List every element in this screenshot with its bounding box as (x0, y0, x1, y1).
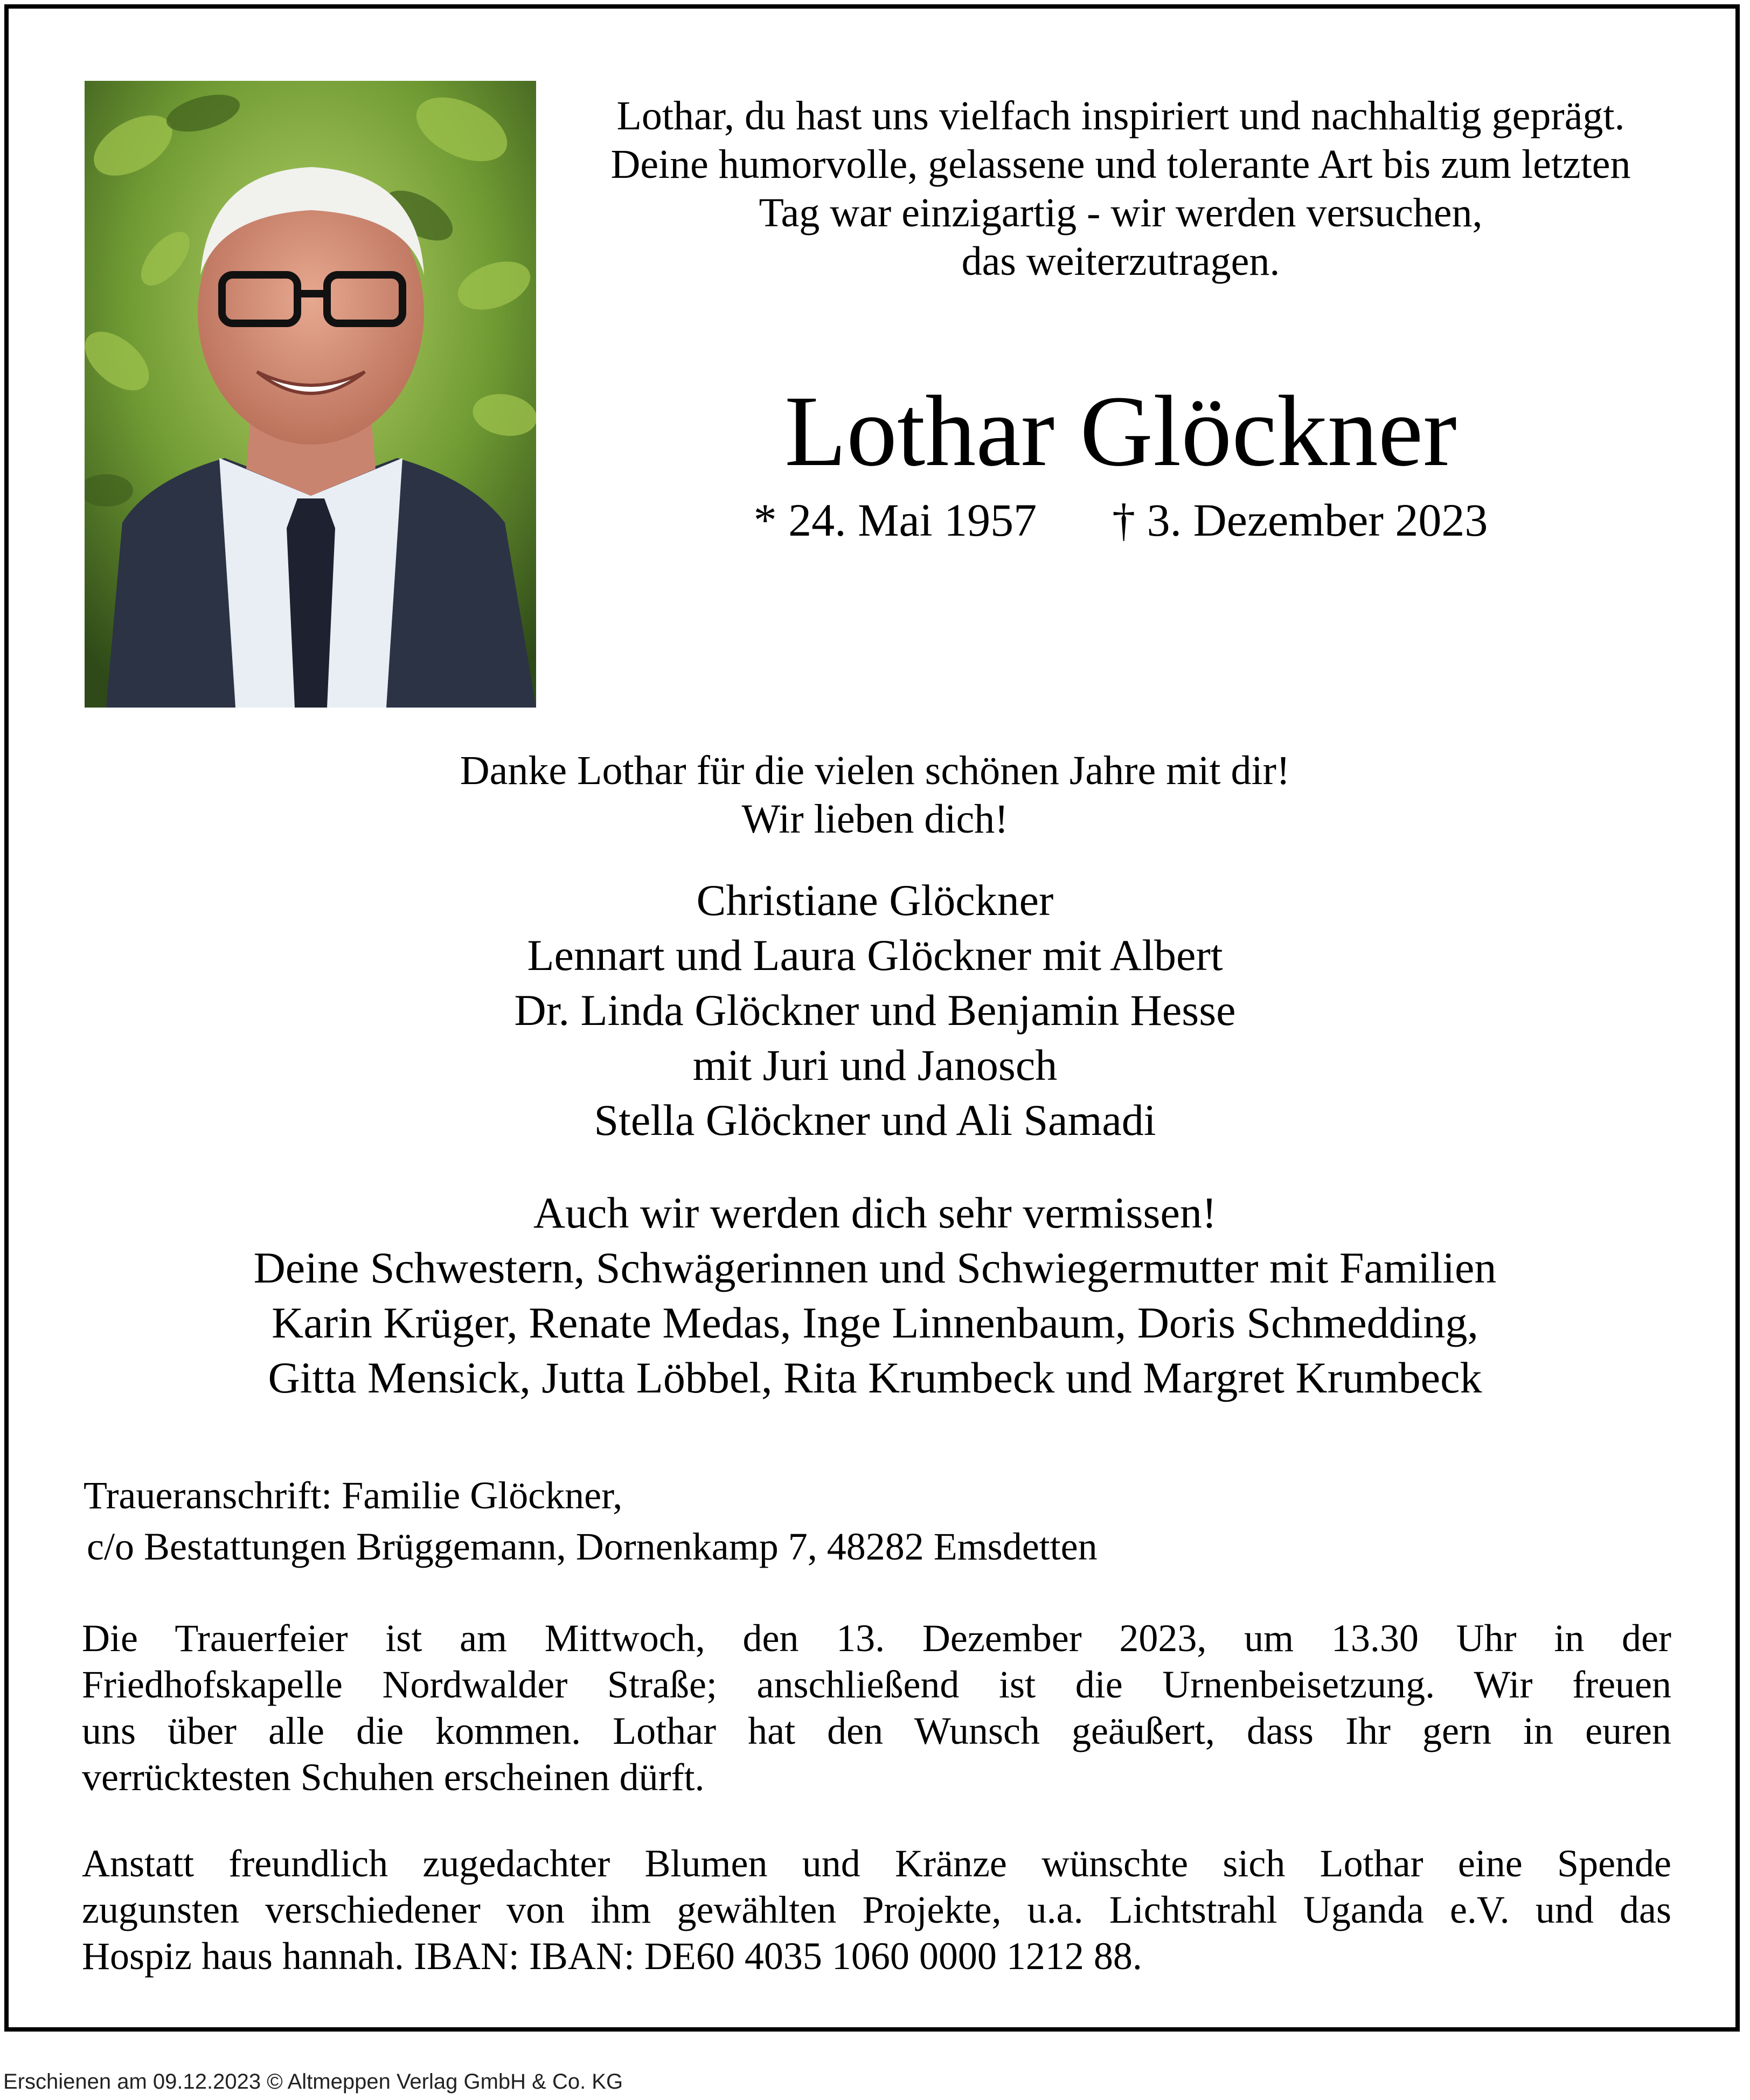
intro-line: Tag war einzigartig - wir werden versuchen, (759, 190, 1483, 235)
relatives-list (0, 1186, 1750, 1405)
ceremony-paragraph (82, 1615, 1671, 1800)
mourning-address (84, 1470, 1646, 1572)
intro-text (539, 92, 1703, 286)
relatives-line: Karin Krüger, Renate Medas, Inge Linnenbaum, Doris Schmedding, (272, 1298, 1478, 1347)
donation-paragraph (82, 1840, 1671, 1979)
thanks-line: Wir lieben dich! (741, 796, 1009, 842)
family-list (0, 873, 1750, 1148)
address-line: Traueranschrift: Familie Glöckner, (84, 1474, 623, 1517)
address-line: c/o Bestattungen Brüggemann, Dornenkamp 7, 48282 Emsdetten (87, 1525, 1098, 1568)
portrait-photo (85, 81, 536, 708)
ceremony-line: Die Trauerfeier ist am Mittwoch, den 13. Dezember 2023, um 13.30 Uhr in der (82, 1617, 1671, 1660)
intro-line: Deine humorvolle, gelassene und tolerante Art bis zum letzten (610, 142, 1631, 187)
publication-footer: Erschienen am 09.12.2023 © Altmeppen Verlag GmbH & Co. KG (3, 2070, 623, 2094)
life-dates (539, 493, 1703, 547)
family-line: Stella Glöckner und Ali Samadi (594, 1096, 1156, 1145)
death-date: † 3. Dezember 2023 (1112, 494, 1488, 546)
thanks-line: Danke Lothar für die vielen schönen Jahre mit dir! (460, 748, 1290, 793)
intro-line: Lothar, du hast uns vielfach inspiriert und nachhaltig geprägt. (616, 93, 1625, 138)
portrait-image (85, 81, 536, 708)
family-line: Christiane Glöckner (696, 876, 1054, 925)
family-line: mit Juri und Janosch (692, 1041, 1058, 1090)
ceremony-line: Friedhofskapelle Nordwalder Straße; anschließend ist die Urnenbeisetzung. Wir freuen (82, 1663, 1671, 1706)
ceremony-line: uns über alle die kommen. Lothar hat den Wunsch geäußert, dass Ihr gern in euren (82, 1709, 1671, 1752)
family-line: Dr. Linda Glöckner und Benjamin Hesse (514, 986, 1236, 1035)
deceased-name: Lothar Glöckner (784, 375, 1457, 487)
family-line: Lennart und Laura Glöckner mit Albert (527, 931, 1223, 980)
birth-date: * 24. Mai 1957 (753, 494, 1037, 546)
ceremony-line: verrücktesten Schuhen erscheinen dürft. (82, 1756, 705, 1799)
donation-line: zugunsten verschiedener von ihm gewählten Projekte, u.a. Lichtstrahl Uganda e.V. und das (82, 1888, 1671, 1931)
relatives-line: Deine Schwestern, Schwägerinnen und Schwiegermutter mit Familien (253, 1243, 1497, 1292)
intro-line: das weiterzutragen. (961, 239, 1280, 284)
relatives-line: Auch wir werden dich sehr vermissen! (533, 1188, 1217, 1237)
donation-line: Hospiz haus hannah. IBAN: IBAN: DE60 4035 1060 0000 1212 88. (82, 1935, 1142, 1978)
thanks-text (0, 746, 1750, 843)
relatives-line: Gitta Mensick, Jutta Löbbel, Rita Krumbeck und Margret Krumbeck (268, 1353, 1482, 1402)
donation-line: Anstatt freundlich zugedachter Blumen und Kränze wünschte sich Lothar eine Spende (82, 1842, 1671, 1885)
